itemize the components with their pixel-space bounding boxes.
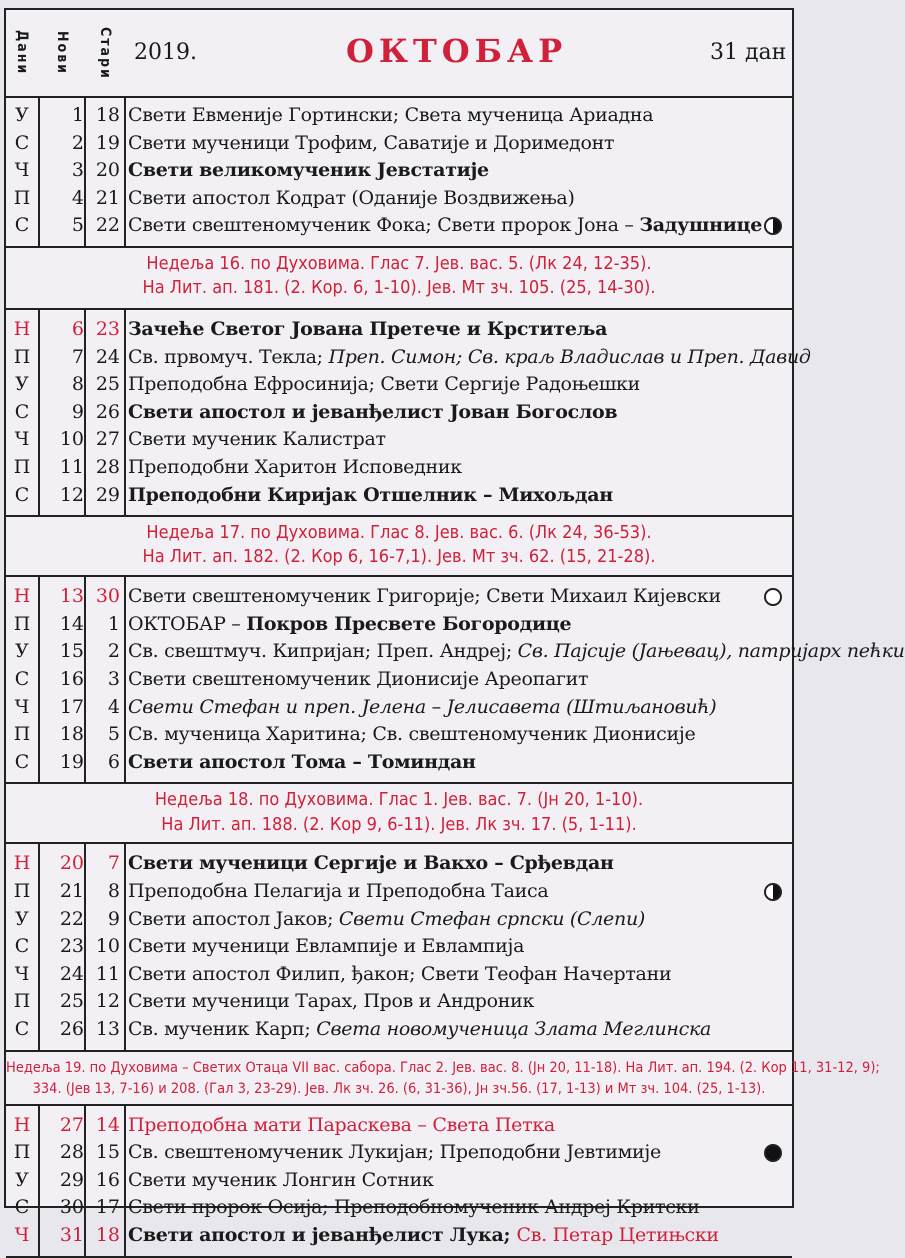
weekday-cell: П bbox=[13, 1141, 31, 1164]
feast-text bbox=[128, 613, 571, 635]
feast-text-part: Преподобна мати Параскева – Света Петка bbox=[128, 1113, 555, 1136]
moon-phase-half-icon bbox=[764, 217, 782, 235]
day-row bbox=[6, 878, 792, 905]
new-date-cell: 21 bbox=[59, 879, 84, 902]
column-header-days: Дани bbox=[14, 30, 30, 76]
feast-text-part: ОКТОБАР – bbox=[128, 612, 247, 635]
old-date-cell: 19 bbox=[95, 131, 120, 154]
week-block bbox=[6, 1106, 792, 1258]
feast-text-part: Св. свештмуч. Кипријан; Преп. Андреј; bbox=[128, 640, 518, 663]
day-row bbox=[6, 850, 792, 877]
column-header-new: Нови bbox=[54, 31, 70, 75]
new-date-cell: 30 bbox=[59, 1196, 84, 1219]
day-row bbox=[6, 638, 905, 665]
old-date-cell: 18 bbox=[95, 104, 120, 126]
old-date-cell: 13 bbox=[95, 1017, 120, 1040]
feast-text bbox=[128, 214, 762, 236]
new-date-cell: 3 bbox=[71, 159, 84, 182]
moon-phase-full-icon bbox=[764, 588, 782, 606]
new-date-cell: 9 bbox=[71, 400, 84, 423]
feast-text bbox=[128, 187, 575, 209]
feast-text bbox=[128, 963, 671, 985]
note-line: Недеља 16. по Духовима. Глас 7. Јев. вас. 5. (Лк 24, 12-35). bbox=[146, 253, 652, 274]
new-date-cell: 16 bbox=[59, 667, 84, 690]
moon-phase-half-icon bbox=[764, 883, 782, 901]
weekday-cell: У bbox=[15, 104, 29, 126]
day-row bbox=[6, 1167, 792, 1194]
old-date-cell: 9 bbox=[107, 907, 120, 930]
week-block bbox=[6, 844, 792, 1051]
weekday-cell: П bbox=[13, 612, 31, 635]
week-block bbox=[6, 310, 811, 517]
day-row bbox=[6, 1112, 792, 1139]
feast-text-part: Свети свештеномученик Фока; Свети пророк Јона – bbox=[128, 214, 640, 237]
moon-phase-new-icon bbox=[764, 1144, 782, 1162]
old-date-cell: 8 bbox=[107, 879, 120, 902]
note-line: Недеља 18. по Духовима. Глас 1. Јев. вас. 7. (Јн 20, 1-10). bbox=[154, 789, 644, 811]
weekday-cell: С bbox=[14, 400, 30, 423]
day-row bbox=[6, 454, 792, 481]
feast-text bbox=[128, 132, 614, 154]
day-row bbox=[6, 1222, 792, 1249]
new-date-cell: 19 bbox=[59, 750, 84, 773]
weekday-cell: П bbox=[13, 456, 31, 478]
feast-text-part: Свети великомученик Јевстатије bbox=[128, 159, 489, 182]
feast-text bbox=[128, 852, 614, 874]
old-date-cell: 30 bbox=[95, 585, 120, 608]
feast-text bbox=[128, 990, 534, 1012]
feast-text-part: Света новомученица Злата Мeглинска bbox=[316, 1017, 712, 1040]
old-date-cell: 4 bbox=[107, 695, 120, 718]
old-date-cell: 24 bbox=[95, 345, 120, 368]
weekday-cell: Ч bbox=[14, 962, 30, 985]
new-date-cell: 25 bbox=[59, 990, 84, 1013]
weekday-cell: Н bbox=[13, 1113, 31, 1136]
day-row bbox=[6, 157, 792, 184]
note-line: На Лит. ап. 188. (2. Кор 9, 6-11). Јев. Лк зч. 17. (5, 1-11). bbox=[161, 813, 637, 835]
old-date-cell: 11 bbox=[95, 962, 120, 985]
feast-text-part: Св. Петар Цетињски bbox=[516, 1223, 719, 1246]
feast-text bbox=[128, 908, 645, 930]
feast-text-part: Преподобна Пелагија и Преподобна Таиса bbox=[128, 879, 549, 902]
old-date-cell: 16 bbox=[95, 1168, 120, 1191]
old-date-cell: 26 bbox=[95, 400, 120, 423]
old-date-cell: 29 bbox=[95, 483, 120, 506]
old-date-cell: 21 bbox=[95, 186, 120, 209]
feast-text-part: Свети апостол Јаков; bbox=[128, 907, 339, 930]
day-row bbox=[6, 906, 792, 933]
feast-text bbox=[128, 1196, 700, 1218]
feast-text bbox=[128, 880, 548, 902]
feast-text-part: Св. првомуч. Текла; bbox=[128, 345, 329, 368]
feast-text-part: Свети пророк Осија; Преподобномученик Андреј Критски bbox=[128, 1196, 700, 1219]
feast-text-part: Свети мученик Калистрат bbox=[128, 428, 386, 451]
old-date-cell: 17 bbox=[95, 1196, 120, 1219]
day-row bbox=[6, 961, 792, 988]
weekday-cell: Ч bbox=[14, 695, 30, 718]
calendar-page bbox=[4, 8, 905, 1246]
feast-text-part: Задушнице bbox=[639, 214, 763, 237]
weekday-cell: Ч bbox=[14, 159, 30, 182]
feast-text bbox=[128, 585, 721, 607]
old-date-cell: 1 bbox=[107, 612, 120, 635]
feast-text-part: Преподобни Киријак Отшелник – Михољдан bbox=[128, 483, 613, 506]
feast-text bbox=[128, 401, 617, 423]
weekday-cell: С bbox=[14, 935, 30, 958]
old-date-cell: 23 bbox=[95, 318, 120, 340]
new-date-cell: 12 bbox=[59, 483, 84, 506]
sunday-readings-note bbox=[6, 515, 792, 577]
weekday-cell: Н bbox=[13, 318, 31, 340]
new-date-cell: 22 bbox=[59, 907, 84, 930]
feast-text bbox=[128, 640, 905, 662]
weekday-cell: Ч bbox=[14, 428, 30, 451]
feast-text bbox=[128, 935, 524, 957]
note-line: 334. (Јев 13, 7-16) и 208. (Гал 3, 23-29). Јев. Лк зч. 26. (6, 31-36), Јн зч.56. (17, 1-13) и Мт зч. 104. (25, 1-13). bbox=[32, 1080, 766, 1097]
feast-text bbox=[128, 1141, 661, 1163]
new-date-cell: 13 bbox=[59, 585, 84, 608]
weekday-cell: П bbox=[13, 345, 31, 368]
year-label: 2019. bbox=[134, 40, 197, 65]
weekday-cell: С bbox=[14, 1196, 30, 1219]
week-block bbox=[6, 577, 905, 784]
feast-text-part: Св. свештеномученик Лукијан; Преподобни Јевтимије bbox=[128, 1141, 661, 1164]
day-row bbox=[6, 482, 792, 509]
note-line: Недеља 19. по Духовима – Светих Отаца VII вас. сабора. Глас 2. Јев. вас. 8. (Јн 20, 11-18). На Лит. ап. 194. (2. Кор 11, 31-12, 9); bbox=[6, 1059, 880, 1076]
day-row bbox=[6, 583, 792, 610]
month-title: ОКТОБАР bbox=[346, 32, 568, 70]
day-row bbox=[6, 399, 792, 426]
weekday-cell: С bbox=[14, 483, 30, 506]
weekday-cell: П bbox=[13, 879, 31, 902]
weekday-cell: С bbox=[14, 131, 30, 154]
day-row bbox=[6, 694, 792, 721]
feast-text-part: Св. мученица Харитина; Св. свештеномученик Дионисије bbox=[128, 723, 696, 746]
feast-text bbox=[128, 1018, 711, 1040]
feast-text-part: Свети мученици Трофим, Саватије и Доримедонт bbox=[128, 131, 615, 154]
weekday-cell: С bbox=[14, 750, 30, 773]
column-header-old: Стари bbox=[97, 26, 113, 80]
feast-text bbox=[128, 484, 613, 506]
old-date-cell: 2 bbox=[107, 640, 120, 663]
old-date-cell: 18 bbox=[95, 1223, 120, 1246]
new-date-cell: 5 bbox=[71, 214, 84, 237]
feast-text-part: Покров Пресвете Богородице bbox=[246, 612, 572, 635]
weekday-cell: С bbox=[14, 1017, 30, 1040]
old-date-cell: 6 bbox=[107, 750, 120, 773]
weekday-cell: Ч bbox=[14, 1223, 30, 1246]
note-line: Недеља 17. по Духовима. Глас 8. Јев. вас. 6. (Лк 24, 36-53). bbox=[146, 522, 652, 544]
weekday-cell: Н bbox=[13, 852, 31, 875]
feast-text-part: Свети Евменије Гортински; Света мученица Ариадна bbox=[128, 104, 654, 126]
feast-text-part: Свети апостол и јеванђелист Лука; bbox=[128, 1223, 517, 1246]
weekday-cell: У bbox=[15, 373, 29, 396]
feast-text bbox=[128, 428, 386, 450]
new-date-cell: 18 bbox=[59, 723, 84, 746]
day-row bbox=[6, 185, 792, 212]
feast-text-part: Свети мученици Сергије и Вакхо – Срђевдан bbox=[128, 852, 614, 875]
note-line: На Лит. ап. 182. (2. Кор 6, 16-7,1). Јев. Мт зч. 62. (15, 21-28). bbox=[142, 546, 656, 568]
feast-text bbox=[128, 159, 489, 181]
old-date-cell: 22 bbox=[95, 214, 120, 237]
feast-text-part: Свети апостол Кодрат (Оданије Воздвижења) bbox=[128, 186, 575, 209]
feast-text bbox=[128, 104, 653, 126]
feast-text-part: Свети апостол и јеванђелист Јован Богослов bbox=[128, 400, 618, 423]
new-date-cell: 10 bbox=[59, 428, 84, 451]
new-date-cell: 31 bbox=[59, 1223, 84, 1246]
day-row bbox=[6, 1139, 792, 1166]
feast-text-part: Преподобни Харитон Исповедник bbox=[128, 456, 462, 478]
new-date-cell: 29 bbox=[59, 1168, 84, 1191]
old-date-cell: 5 bbox=[107, 723, 120, 746]
day-row bbox=[6, 1016, 792, 1043]
feast-text bbox=[128, 346, 811, 368]
day-row bbox=[6, 1194, 792, 1221]
old-date-cell: 15 bbox=[95, 1141, 120, 1164]
new-date-cell: 28 bbox=[59, 1141, 84, 1164]
new-date-cell: 23 bbox=[59, 935, 84, 958]
old-date-cell: 20 bbox=[95, 159, 120, 182]
old-date-cell: 28 bbox=[95, 456, 120, 478]
new-date-cell: 24 bbox=[59, 962, 84, 985]
new-date-cell: 17 bbox=[59, 695, 84, 718]
new-date-cell: 20 bbox=[59, 852, 84, 875]
feast-text-part: Свети Стефан и преп. Јелена – Јелисавета (Штиљановић) bbox=[128, 695, 717, 718]
feast-text bbox=[128, 456, 462, 478]
day-row bbox=[6, 666, 792, 693]
weekday-cell: У bbox=[15, 907, 29, 930]
feast-text bbox=[128, 1224, 719, 1246]
weekday-cell: У bbox=[15, 1168, 29, 1191]
day-row bbox=[6, 988, 792, 1015]
feast-text-part: Свети мученици Евлампије и Евлампија bbox=[128, 935, 525, 958]
new-date-cell: 8 bbox=[71, 373, 84, 396]
old-date-cell: 10 bbox=[95, 935, 120, 958]
feast-text-part: Св. мученик Карп; bbox=[128, 1017, 317, 1040]
sunday-readings-note bbox=[6, 246, 792, 310]
feast-text bbox=[128, 723, 695, 745]
day-row bbox=[6, 371, 792, 398]
feast-text bbox=[128, 751, 476, 773]
feast-text-part: Св. Пајсије (Јањевац), патријарх пећки bbox=[517, 640, 905, 663]
day-row bbox=[6, 933, 792, 960]
feast-text bbox=[128, 1114, 555, 1136]
feast-text-part: Свети апостол Тома – Томиндан bbox=[128, 750, 476, 773]
feast-text-part: Свети свештеномученик Григорије; Свети Михаил Кијевски bbox=[128, 585, 721, 608]
new-date-cell: 26 bbox=[59, 1017, 84, 1040]
feast-text bbox=[128, 696, 716, 718]
new-date-cell: 4 bbox=[71, 186, 84, 209]
old-date-cell: 27 bbox=[95, 428, 120, 451]
feast-text-part: Свети мученици Тарах, Пров и Андроник bbox=[128, 990, 535, 1013]
feast-text bbox=[128, 1169, 434, 1191]
old-date-cell: 7 bbox=[107, 852, 120, 875]
new-date-cell: 27 bbox=[59, 1113, 84, 1136]
weekday-cell: П bbox=[13, 186, 31, 209]
feast-text bbox=[128, 318, 607, 340]
calendar-header bbox=[6, 10, 792, 98]
old-date-cell: 12 bbox=[95, 990, 120, 1013]
feast-text bbox=[128, 668, 588, 690]
week-block bbox=[6, 96, 792, 248]
weekday-cell: С bbox=[14, 214, 30, 237]
weekday-cell: П bbox=[13, 990, 31, 1013]
new-date-cell: 7 bbox=[71, 345, 84, 368]
weekday-cell: Н bbox=[13, 585, 31, 608]
old-date-cell: 3 bbox=[107, 667, 120, 690]
weekday-cell: П bbox=[13, 723, 31, 746]
sunday-readings-note bbox=[6, 1050, 880, 1106]
feast-text-part: Преп. Симон; Св. краљ Владислав и Преп. Давид bbox=[328, 345, 811, 368]
new-date-cell: 15 bbox=[59, 640, 84, 663]
old-date-cell: 14 bbox=[95, 1113, 120, 1136]
feast-text-part: Преподобна Ефросинија; Свети Сергије Радоњешки bbox=[128, 373, 640, 396]
day-row bbox=[6, 102, 792, 129]
day-row bbox=[6, 749, 792, 776]
weekday-cell: У bbox=[15, 640, 29, 663]
day-row bbox=[6, 130, 792, 157]
new-date-cell: 11 bbox=[59, 456, 84, 478]
new-date-cell: 6 bbox=[71, 318, 84, 340]
day-row bbox=[6, 344, 811, 371]
weekday-cell: С bbox=[14, 667, 30, 690]
feast-text-part: Свети Стефан српски (Слепи) bbox=[338, 907, 645, 930]
day-row bbox=[6, 611, 792, 638]
note-line: На Лит. ап. 181. (2. Кор. 6, 1-10). Јев. Мт зч. 105. (25, 14-30). bbox=[142, 277, 656, 299]
new-date-cell: 1 bbox=[71, 104, 84, 126]
feast-text-part: Свети мученик Лонгин Сотник bbox=[128, 1168, 434, 1191]
day-row bbox=[6, 426, 792, 453]
day-row bbox=[6, 212, 792, 239]
sunday-readings-note bbox=[6, 782, 792, 844]
feast-text-part: Зачеће Светог Јована Претече и Крститеља bbox=[128, 318, 608, 340]
day-row bbox=[6, 721, 792, 748]
days-count: 31 дан bbox=[710, 40, 787, 65]
feast-text bbox=[128, 373, 640, 395]
new-date-cell: 14 bbox=[59, 612, 84, 635]
old-date-cell: 25 bbox=[95, 373, 120, 396]
new-date-cell: 2 bbox=[71, 131, 84, 154]
day-row bbox=[6, 316, 792, 343]
feast-text-part: Свети апостол Филип, ђакон; Свети Теофан Начертани bbox=[128, 962, 672, 985]
feast-text-part: Свети свештеномученик Дионисије Ареопагит bbox=[128, 667, 589, 690]
